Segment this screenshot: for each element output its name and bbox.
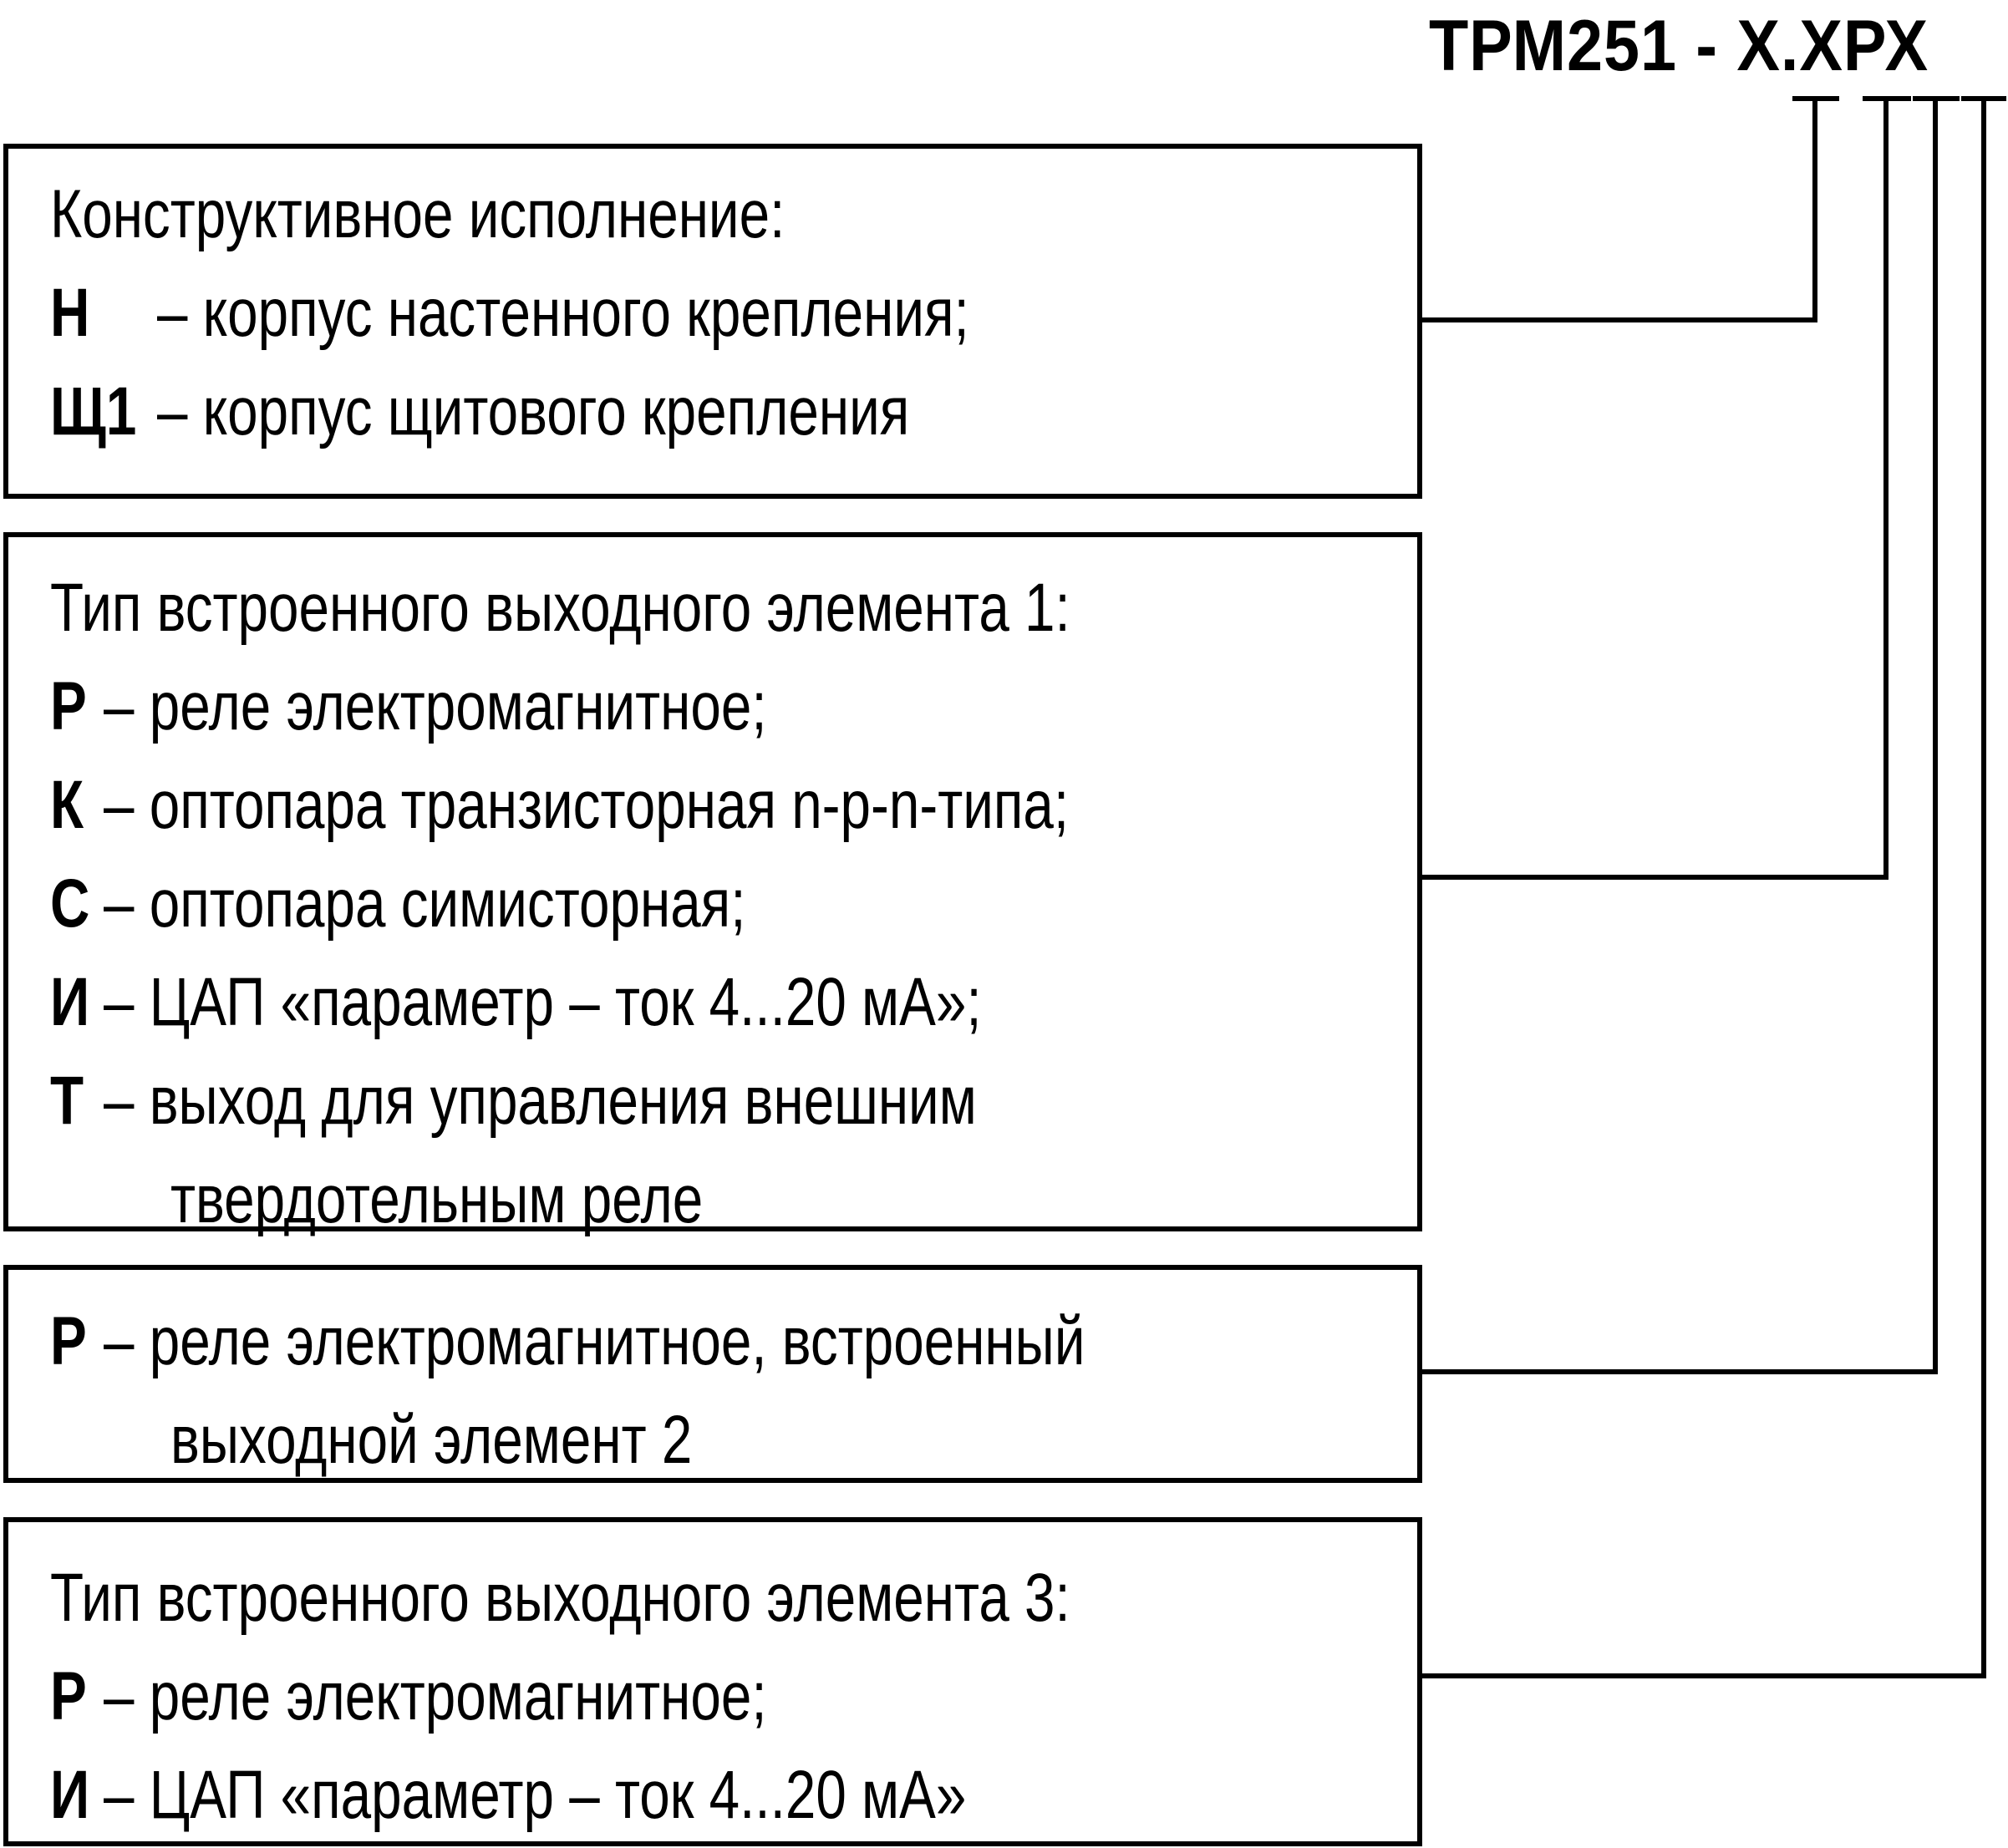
option-code: Р: [50, 668, 87, 744]
option-text: – ЦАП «параметр – ток 4...20 мА»: [104, 1757, 967, 1833]
option-continuation: [50, 1150, 1070, 1249]
box-output-element-2-text: [50, 1292, 1085, 1490]
option-code: И: [50, 1757, 90, 1833]
box-construction: [3, 144, 1422, 499]
designation-pos4: Х: [1884, 6, 1929, 86]
option-row: [50, 1647, 1070, 1746]
option-text: – реле электромагнитное;: [104, 668, 767, 744]
option-code: И: [50, 964, 90, 1040]
box-construction-text: [50, 165, 969, 461]
designation-dot: .: [1780, 6, 1800, 86]
option-text: – реле электромагнитное;: [104, 1658, 767, 1734]
box-output-element-3-text: [50, 1549, 1070, 1845]
leader-box3: [1422, 99, 1935, 1372]
box-output-element-2: [3, 1265, 1422, 1483]
option-code: С: [50, 866, 90, 942]
box-output-element-1: [3, 532, 1422, 1237]
option-text-continuation: твердотельным реле: [170, 1161, 704, 1237]
option-code: Н: [50, 275, 90, 351]
option-text: – ЦАП «параметр – ток 4...20 мА»;: [104, 964, 982, 1040]
box-heading: Тип встроенного выходного элемента 1:: [50, 570, 1070, 646]
option-row: [50, 264, 969, 363]
leader-box4: [1422, 99, 1984, 1676]
device-designation: [1429, 0, 1948, 92]
option-row: [50, 363, 969, 461]
option-row: [50, 953, 1070, 1052]
designation-prefix: ТРМ251 -: [1429, 6, 1737, 86]
box-heading: Тип встроенного выходного элемента 3:: [50, 1560, 1070, 1636]
box-heading: Конструктивное исполнение:: [50, 176, 785, 252]
option-row: [50, 756, 1070, 855]
option-row: [50, 855, 1070, 953]
option-text: – реле электромагнитное, встроенный: [104, 1303, 1085, 1379]
option-code: Щ1: [50, 373, 137, 449]
option-row: [50, 657, 1070, 756]
option-continuation: [50, 1391, 1085, 1490]
designation-pos2: Х: [1799, 6, 1843, 86]
option-text: – корпус щитового крепления: [157, 373, 910, 449]
option-row: [50, 1746, 1070, 1845]
option-text: – оптопара транзисторная n-p-n-типа;: [104, 767, 1070, 843]
option-text-continuation: выходной элемент 2: [170, 1402, 693, 1478]
box-output-element-3: [3, 1517, 1422, 1846]
option-text: – оптопара симисторная;: [104, 866, 746, 942]
option-row: [50, 1052, 1070, 1150]
designation-pos3: Р: [1843, 6, 1885, 86]
designation-pos1: Х: [1736, 6, 1781, 86]
option-code: Р: [50, 1303, 87, 1379]
option-text: – выход для управления внешним: [104, 1063, 977, 1139]
option-code: Т: [50, 1063, 84, 1139]
option-code: Р: [50, 1658, 87, 1734]
option-code: К: [50, 767, 84, 843]
option-row: [50, 1292, 1085, 1391]
box-output-element-1-text: [50, 559, 1070, 1249]
option-text: – корпус настенного крепления;: [157, 275, 969, 351]
leader-box1: [1422, 99, 1815, 320]
